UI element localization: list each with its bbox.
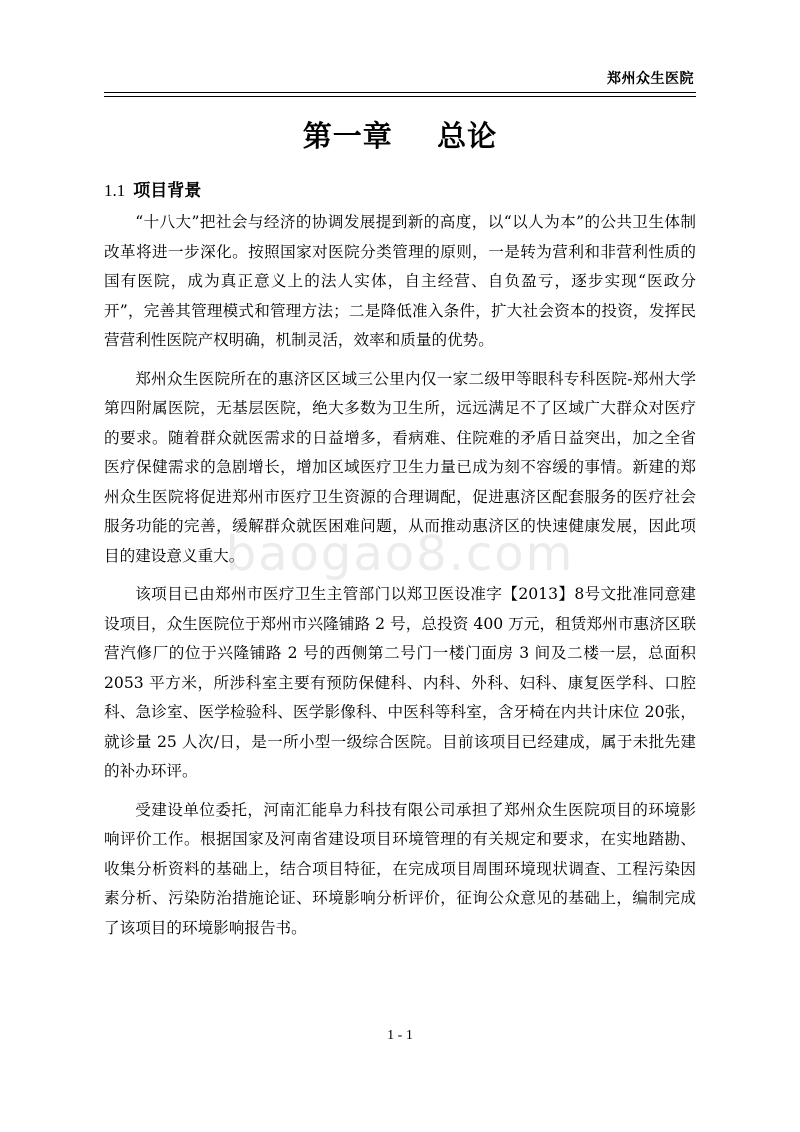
section-title: 项目背景: [133, 181, 202, 201]
paragraph: “十八大”把社会与经济的协调发展提到新的高度，以“以人为本”的公共卫生体制改革将进一步深化。按照国家对医院分类管理的原则，一是转为营利和非营利性质的国有医院，成为真正意义上的法人实体，自主经营、自负盈亏，逐步实现“医政分开”，完善其管理模式和管理方法；二是降低准入条件，扩大社会资本的投资，发挥民营营利性医院产权明确，机制灵活，效率和质量的优势。: [104, 213, 696, 349]
paragraph: 郑州众生医院所在的惠济区区域三公里内仅一家二级甲等眼科专科医院-郑州大学第四附属医院，无基层医院，绝大多数为卫生所，远远满足不了区域广大群众对医疗的要求。随着群众就医需求的日益增多，看病难、住院难的矛盾日益突出，加之全省医疗保健需求的急剧增长，增加区域医疗卫生力量已成为刻不容缓的事情。新建的郑州众生医院将促进郑州市医疗卫生资源的合理调配，促进惠济区配套服务的医疗社会服务功能的完善，缓解群众就医困难问题，从而推动惠济区的快速健康发展，因此项目的建设意义重大。: [104, 369, 696, 565]
section-heading: [104, 176, 201, 201]
watermark: baogao8.com: [225, 526, 575, 582]
body-text: [104, 208, 696, 952]
chapter-title: 第一章 总论: [302, 119, 498, 153]
page-number: 1 - 1: [387, 1028, 413, 1043]
paragraph: 受建设单位委托，河南汇能阜力科技有限公司承担了郑州众生医院项目的环境影响评价工作。根据国家及河南省建设项目环境管理的有关规定和要求，在实地踏勘、收集分析资料的基础上，结合项目特征，在完成项目周围环境现状调查、工程污染因素分析、污染防治措施论证、环境影响分析评价，征询公众意见的基础上，编制完成了该项目的环境影响报告书。: [104, 800, 696, 937]
header-rule-thin: [104, 96, 696, 97]
section-number: 1.1: [104, 181, 126, 200]
header-rule: [104, 92, 696, 93]
header-hospital-name: 郑州众生医院: [607, 71, 694, 87]
paragraph: 该项目已由郑州市医疗卫生主管部门以郑卫医设准字【2013】8号文批准同意建设项目，众生医院位于郑州市兴隆铺路 2 号，总投资 400 万元，租赁郑州市惠济区联营汽修厂的位于兴隆铺路 2 号的西侧第二号门一楼门面房 3 间及二楼一层，总面积 2053 平方米，所涉科室主要有预防保健科、内科、外科、妇科、康复医学科、口腔科、急诊室、医学检验科、医学影像科、中医科等科室，含牙椅在内共计床位 20张，就诊量 25 人次/日，是一所小型一级综合医院。目前该项目已经建成，属于未批先建的补办环评。: [104, 585, 696, 780]
